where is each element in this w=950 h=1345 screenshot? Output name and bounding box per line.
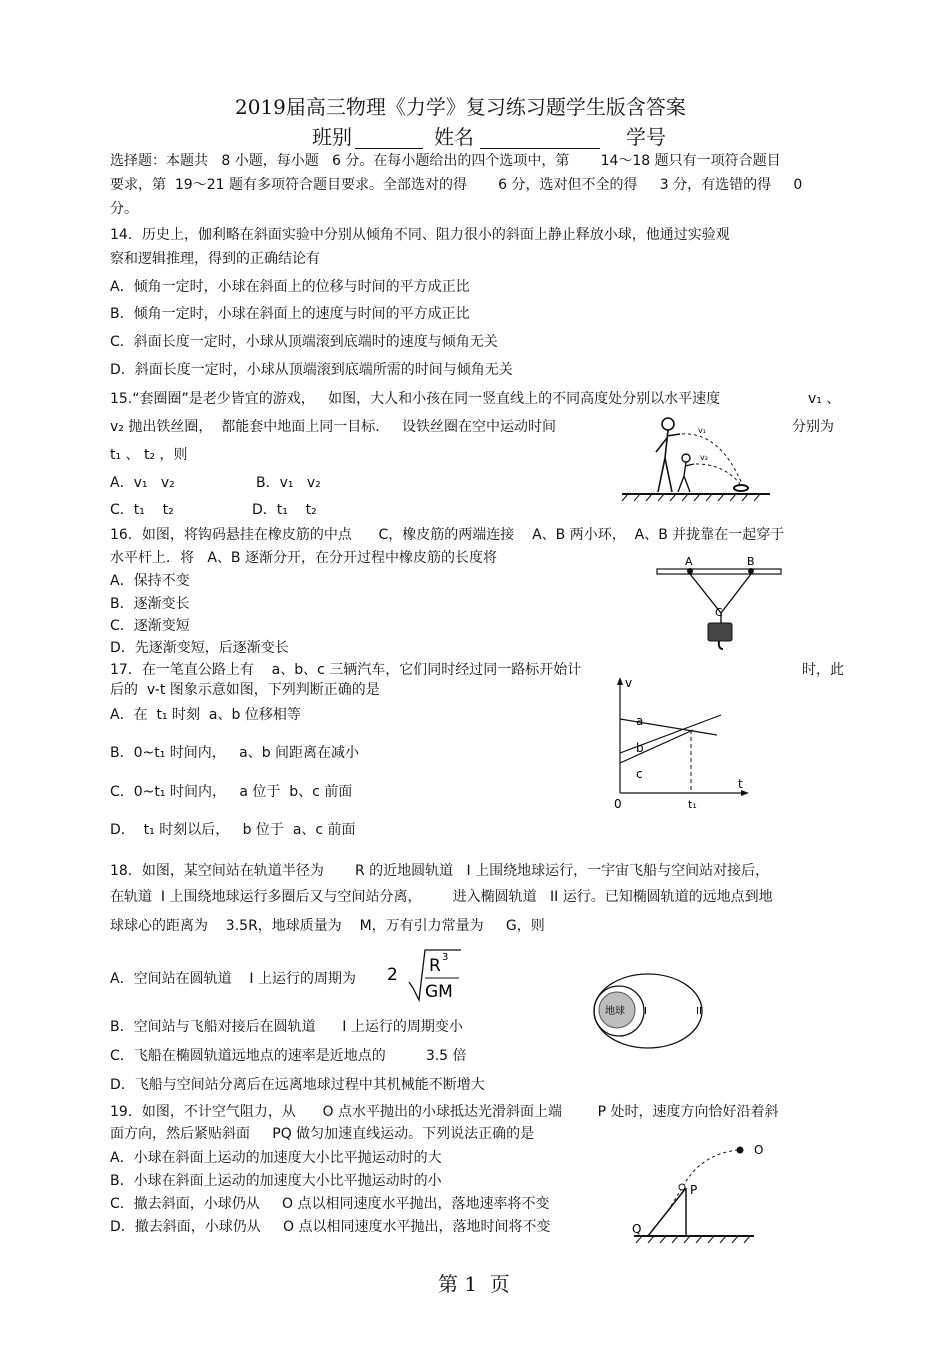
intro-line-3: 分。: [110, 201, 138, 217]
q14-option-b: B．倾角一定时，小球在斜面上的速度与时间的平方成正比: [110, 306, 470, 322]
q16-stem-1: 16．如图，将钩码悬挂在橡皮筋的中点 C，橡皮筋的两端连接 A、B 两小环， A、B 并拢靠在一起穿于: [110, 527, 785, 543]
q15-option-a: A．v₁ v₂: [110, 475, 175, 491]
intro-line-2: 要求，第 19～21 题有多项符合题目要求。全部选对的得 6 分，选对但不全的得 3 分，有选错的得 0: [110, 177, 803, 193]
q14-stem-1: 14．历史上，伽利略在斜面实验中分别从倾角不同、阻力很小的斜面上静止释放小球，他通过实验观: [110, 227, 730, 243]
q18-option-d: D．飞船与空间站分离后在远离地球过程中其机械能不断增大: [110, 1077, 485, 1093]
line-a-label: a: [636, 714, 644, 728]
q14-option-a: A．倾角一定时，小球在斜面上的位移与时间的平方成正比: [110, 279, 470, 295]
class-label: 班别: [312, 125, 352, 149]
q16-option-d: D．先逐渐变短，后逐渐变长: [110, 640, 289, 656]
point-p-label: P: [690, 1183, 698, 1197]
label-c: C: [715, 606, 723, 619]
rubber-band-figure: [655, 553, 785, 658]
label-v2: v₂: [700, 453, 708, 462]
q16-option-b: B．逐渐变长: [110, 596, 190, 612]
formula-numerator: R: [429, 956, 441, 976]
q18-option-b: B．空间站与飞船对接后在圆轨道 I 上运行的周期变小: [110, 1019, 463, 1035]
q19-option-c: C．撤去斜面，小球仍从 O 点以相同速度水平抛出，落地速率将不变: [110, 1196, 550, 1212]
q17-option-a: A．在 t₁ 时刻 a、b 位移相等: [110, 707, 301, 723]
q15-option-d: D．t₁ t₂: [252, 502, 317, 518]
axis-t-label: t: [738, 777, 743, 791]
name-blank: [480, 147, 600, 149]
line-b-label: b: [636, 741, 644, 755]
q16-option-a: A．保持不变: [110, 573, 190, 589]
q15-option-c: C．t₁ t₂: [110, 502, 174, 518]
id-label: 学号: [626, 125, 666, 149]
q18-stem-3: 球球心的距离为 3.5R，地球质量为 M，万有引力常量为 G，则: [110, 918, 545, 934]
page-number: 第 1 页: [438, 1272, 510, 1296]
orbit-figure: [588, 970, 714, 1052]
earth-label: 地球: [605, 1006, 625, 1017]
orbit-i-label: I: [644, 1006, 647, 1017]
label-a: A: [685, 555, 693, 568]
q17-option-c: C．0~t₁ 时间内， a 位于 b、c 前面: [110, 784, 353, 800]
q17-stem-2: 后的 v-t 图象示意如图，下列判断正确的是: [110, 682, 380, 698]
q18-stem-1: 18．如图，某空间站在轨道半径为 R 的近地圆轨道 I 上围绕地球运行，一宇宙飞船与空间站对接后，: [110, 863, 770, 879]
q16-stem-2: 水平杆上．将 A、B 逐渐分开，在分开过程中橡皮筋的长度将: [110, 550, 497, 566]
q19-stem-1: 19．如图，不计空气阻力，从 O 点水平抛出的小球抵达光滑斜面上端 P 处时，速度方向恰好沿着斜: [110, 1104, 779, 1120]
q15-option-b: B．v₁ v₂: [256, 475, 321, 491]
label-b: B: [747, 555, 755, 568]
point-q-label: Q: [632, 1222, 642, 1236]
q17-stem-1: 17．在一笔直公路上有 a、b、c 三辆汽车，它们同时经过同一路标开始计: [110, 662, 582, 678]
incline-figure: [630, 1136, 770, 1246]
intro-line-1: 选择题：本题共 8 小题，每小题 6 分。在每小题给出的四个选项中，第 14～18 题只有一项符合题目: [110, 153, 781, 169]
q17-stem-1-end: 时，此: [802, 662, 844, 678]
q14-option-c: C．斜面长度一定时，小球从顶端滚到底端时的速度与倾角无关: [110, 334, 498, 350]
q18-stem-2: 在轨道 I 上围绕地球运行多圈后又与空间站分离， 进入椭圆轨道 II 运行。已知椭圆轨道的远地点到地: [110, 889, 773, 905]
formula-coefficient: 2: [387, 965, 398, 985]
q18-option-a: A．空间站在圆轨道 I 上运行的周期为: [110, 971, 356, 987]
q19-option-a: A．小球在斜面上运动的加速度大小比平抛运动时的大: [110, 1150, 442, 1166]
q18-option-c: C．飞船在椭圆轨道远地点的速率是近地点的 3.5 倍: [110, 1048, 467, 1064]
q15-stem-1: 15.“套圈圈”是老少皆宜的游戏， 如图，大人和小孩在同一竖直线上的不同高度处分别以水平速度: [110, 391, 721, 407]
q17-option-d: D． t₁ 时刻以后， b 位于 a、c 前面: [110, 822, 356, 838]
line-c-label: c: [636, 767, 643, 781]
q14-option-d: D．斜面长度一定时，小球从顶端滚到底端所需的时间与倾角无关: [110, 362, 513, 378]
name-label: 姓名: [434, 125, 474, 149]
origin-label: 0: [614, 797, 622, 811]
formula-denominator: GM: [425, 982, 453, 1002]
q15-stem-1-end: v₁ 、: [808, 391, 841, 407]
q19-stem-2: 面方向，然后紧贴斜面 PQ 做匀加速直线运动。下列说法正确的是: [110, 1126, 535, 1142]
orbit-ii-label: II: [696, 1006, 702, 1017]
vt-graph-figure: [605, 675, 755, 815]
q15-stem-3: t₁ 、 t₂ ，则: [110, 447, 188, 463]
axis-v-label: v: [625, 676, 633, 690]
ring-toss-figure: [620, 412, 780, 502]
adult-figure: [656, 418, 680, 492]
formula-exponent: 3: [442, 952, 449, 963]
q17-option-b: B．0~t₁ 时间内， a、b 间距离在减小: [110, 745, 360, 761]
label-v1: v₁: [698, 426, 706, 435]
page-title: 2019届高三物理《力学》复习练习题学生版含答案: [235, 95, 686, 119]
class-blank: [355, 147, 423, 149]
child-figure: [678, 454, 694, 492]
period-formula: [385, 944, 465, 1004]
q15-stem-2: v₂ 抛出铁丝圈， 都能套中地面上同一目标. 设铁丝圈在空中运动时间: [110, 419, 556, 435]
q15-stem-2-end: 分别为: [792, 419, 834, 435]
q19-option-d: D．撤去斜面，小球仍从 O 点以相同速度水平抛出，落地时间将不变: [110, 1219, 551, 1235]
point-o-label: O: [754, 1143, 764, 1157]
q16-option-c: C．逐渐变短: [110, 618, 190, 634]
t1-label: t₁: [688, 798, 697, 811]
q19-option-b: B．小球在斜面上运动的加速度大小比平抛运动时的小: [110, 1173, 442, 1189]
q14-stem-2: 察和逻辑推理，得到的正确结论有: [110, 251, 320, 267]
